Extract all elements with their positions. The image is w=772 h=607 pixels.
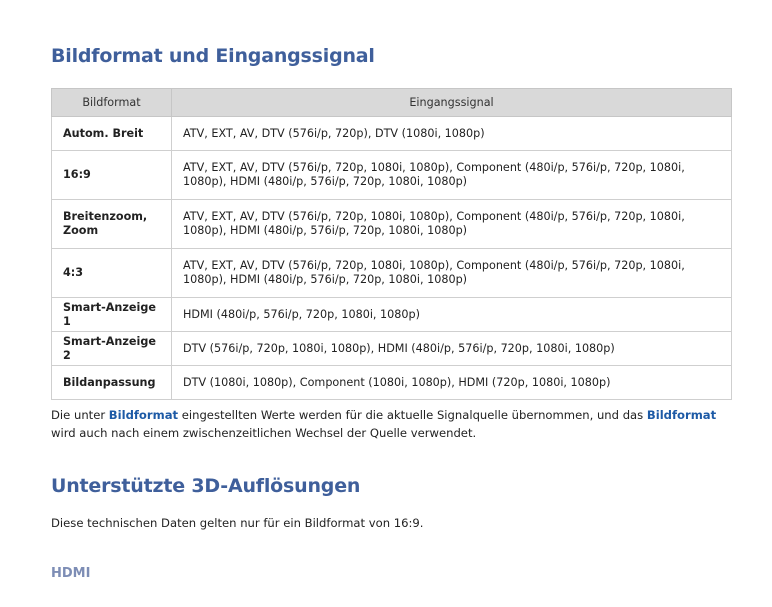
format-signal-table [51,88,732,400]
format-cell: 16:9 [52,151,172,200]
signal-cell: ATV, EXT, AV, DTV (576i/p, 720p, 1080i, 1080p), Component (480i/p, 576i/p, 720p, 1080i, 1080p), HDMI (480i/p, 576i/p, 720p, 1080i, 1080p) [172,200,732,249]
note-text: Die unter [51,408,109,422]
format-note-paragraph [51,406,741,442]
format-cell: Smart-Anzeige 1 [52,298,172,332]
column-header-format: Bildformat [52,89,172,117]
3d-intro-text: Diese technischen Daten gelten nur für ein Bildformat von 16:9. [51,516,424,530]
column-header-signal: Eingangssignal [172,89,732,117]
format-cell: 4:3 [52,249,172,298]
table-row [52,151,732,200]
note-highlight-bildformat: Bildformat [108,408,179,422]
note-text: eingestellten Werte werden für die aktuelle Signalquelle übernommen, und das [178,408,647,422]
table-row [52,332,732,366]
format-cell: Autom. Breit [52,117,172,151]
table-row [52,117,732,151]
section-title-3d: Unterstützte 3D-Auflösungen [51,475,361,497]
subsection-title-hdmi: HDMI [51,566,91,581]
table-row [52,298,732,332]
signal-cell: ATV, EXT, AV, DTV (576i/p, 720p), DTV (1080i, 1080p) [172,117,732,151]
format-cell: Bildanpassung [52,366,172,400]
table-row [52,249,732,298]
table-row [52,366,732,400]
note-highlight-bildformat: Bildformat [646,408,717,422]
signal-cell: DTV (576i/p, 720p, 1080i, 1080p), HDMI (480i/p, 576i/p, 720p, 1080i, 1080p) [172,332,732,366]
table-row [52,200,732,249]
table-header-row [52,89,732,117]
signal-cell: DTV (1080i, 1080p), Component (1080i, 1080p), HDMI (720p, 1080i, 1080p) [172,366,732,400]
signal-cell: HDMI (480i/p, 576i/p, 720p, 1080i, 1080p) [172,298,732,332]
format-cell: Breitenzoom, Zoom [52,200,172,249]
signal-cell: ATV, EXT, AV, DTV (576i/p, 720p, 1080i, 1080p), Component (480i/p, 576i/p, 720p, 1080i, 1080p), HDMI (480i/p, 576i/p, 720p, 1080i, 1080p) [172,249,732,298]
note-text: wird auch nach einem zwischenzeitlichen Wechsel der Quelle verwendet. [51,426,477,440]
signal-cell: ATV, EXT, AV, DTV (576i/p, 720p, 1080i, 1080p), Component (480i/p, 576i/p, 720p, 1080i, 1080p), HDMI (480i/p, 576i/p, 720p, 1080i, 1080p) [172,151,732,200]
section-title: Bildformat und Eingangssignal [51,45,375,67]
format-cell: Smart-Anzeige 2 [52,332,172,366]
